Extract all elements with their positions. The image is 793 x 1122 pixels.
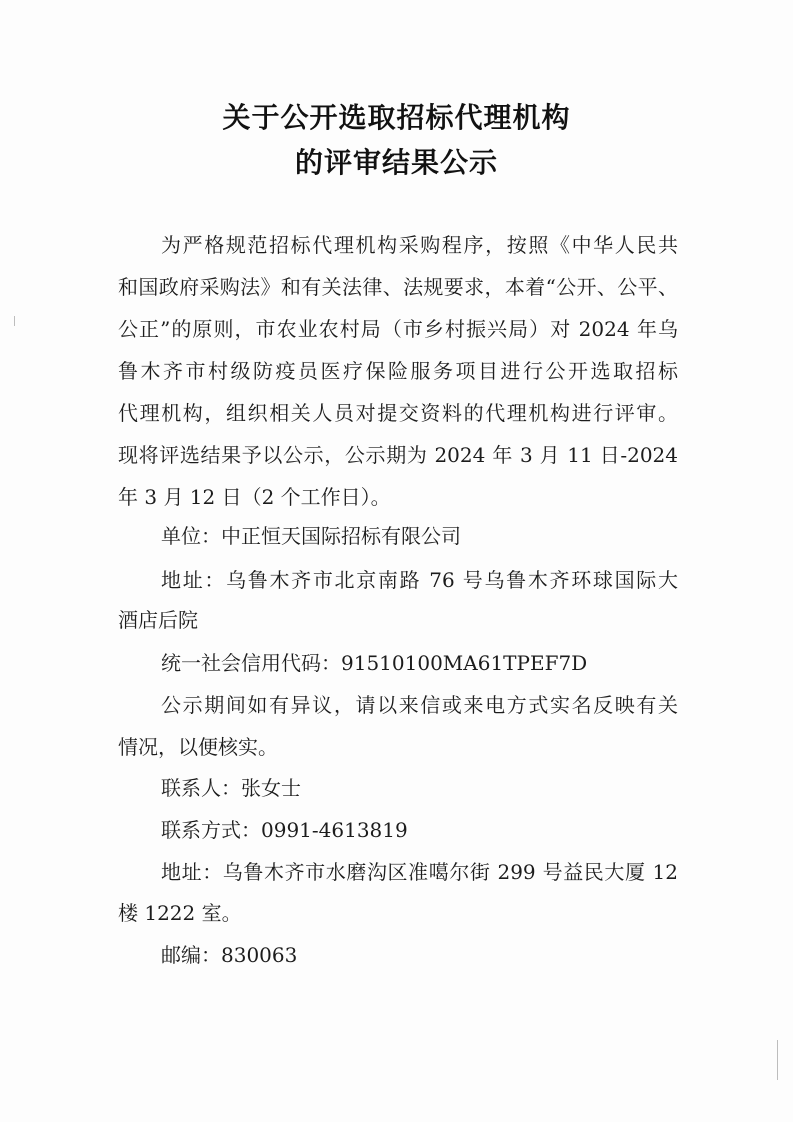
scan-edge-mark bbox=[777, 1040, 778, 1080]
objection-line: 公示期间如有异议，请以来信或来电方式实名反映有关 bbox=[161, 693, 678, 717]
document-title-line-1: 关于公开选取招标代理机构 bbox=[222, 101, 571, 134]
scan-edge-mark bbox=[14, 316, 15, 326]
intro-paragraph-line: 鲁木齐市村级防疫员医疗保险服务项目进行公开选取招标 bbox=[118, 359, 678, 383]
contact-person-line: 联系人：张女士 bbox=[161, 776, 301, 800]
intro-paragraph-line: 年 3 月 12 日（2 个工作日）。 bbox=[118, 485, 391, 509]
intro-paragraph-line: 和国政府采购法》和有关法律、法规要求，本着“公开、公平、 bbox=[118, 275, 678, 299]
contact-address-line: 地址：乌鲁木齐市水磨沟区准噶尔街 299 号益民大厦 12 bbox=[161, 860, 678, 884]
credit-code-line: 统一社会信用代码：91510100MA61TPEF7D bbox=[161, 651, 588, 675]
intro-paragraph-line: 公正”的原则，市农业农村局（市乡村振兴局）对 2024 年乌 bbox=[118, 317, 678, 341]
contact-phone-line: 联系方式：0991-4613819 bbox=[161, 818, 408, 842]
intro-paragraph-line: 为严格规范招标代理机构采购程序，按照《中华人民共 bbox=[161, 233, 678, 257]
contact-address-line-continued: 楼 1222 室。 bbox=[118, 901, 242, 925]
document-title-line-2: 的评审结果公示 bbox=[294, 146, 498, 179]
address-line: 地址：乌鲁木齐市北京南路 76 号乌鲁木齐环球国际大 bbox=[161, 568, 678, 592]
postcode-line: 邮编：830063 bbox=[161, 943, 298, 967]
intro-paragraph-line: 现将评选结果予以公示，公示期为 2024 年 3 月 11 日-2024 bbox=[118, 443, 678, 467]
intro-paragraph-line: 代理机构，组织相关人员对提交资料的代理机构进行评审。 bbox=[118, 401, 678, 425]
address-line-continued: 酒店后院 bbox=[118, 608, 198, 632]
unit-line: 单位：中正恒天国际招标有限公司 bbox=[161, 524, 461, 548]
objection-line-continued: 情况，以便核实。 bbox=[118, 735, 278, 759]
